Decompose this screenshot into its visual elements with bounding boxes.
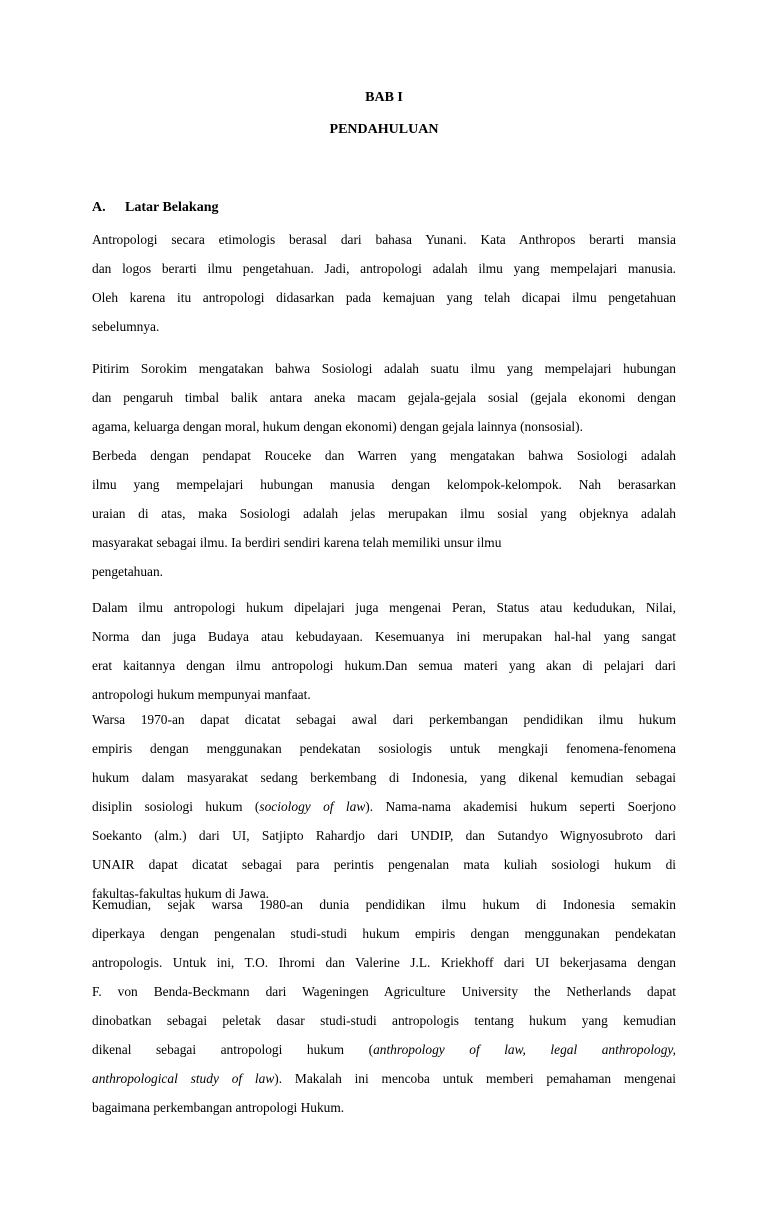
paragraph-line: Soekanto (alm.) dari UI, Satjipto Rahardjo dari UNDIP, dan Sutandyo Wignyosubroto dari [92, 828, 676, 843]
text-run: ). Makalah ini mencoba untuk memberi pemahaman mengenai [274, 1071, 676, 1086]
paragraph-line: hukum dalam masyarakat sedang berkembang di Indonesia, yang dikenal kemudian sebagai [92, 770, 676, 785]
paragraph-line: dan logos berarti ilmu pengetahuan. Jadi, antropologi adalah ilmu yang mempelajari manusia. [92, 261, 676, 276]
italic-term: sociology of law [259, 799, 366, 814]
paragraph-line: Antropologi secara etimologis berasal dari bahasa Yunani. Kata Anthropos berarti mansia [92, 232, 676, 247]
paragraph-line: fakultas-fakultas hukum di Jawa. [92, 886, 270, 901]
paragraph-line: ilmu yang mempelajari hubungan manusia dengan kelompok-kelompok. Nah berasarkan [92, 477, 676, 492]
text-run: ). Nama-nama akademisi hukum seperti Soerjono [365, 799, 676, 814]
paragraph-3 [92, 593, 676, 709]
italic-term: anthropological study of law [92, 1071, 275, 1086]
paragraph-line: agama, keluarga dengan moral, hukum dengan ekonomi) dengan gejala lainnya (nonsosial). [92, 419, 583, 434]
paragraph-line: masyarakat sebagai ilmu. Ia berdiri sendiri karena telah memiliki unsur ilmu [92, 535, 502, 550]
paragraph-line: sebelumnya. [92, 319, 160, 334]
chapter-label: BAB I [365, 90, 403, 105]
paragraph-line [92, 1035, 676, 1064]
section-title: Latar Belakang [125, 200, 219, 215]
text-run: dikenal sebagai antropologi hukum ( [92, 1042, 374, 1057]
paragraph-line: antropologis. Untuk ini, T.O. Ihromi dan Valerine J.L. Kriekhoff dari UI bekerjasama dengan [92, 955, 676, 970]
text-run: disiplin sosiologi hukum ( [92, 799, 260, 814]
paragraph-line: pengetahuan. [92, 564, 164, 579]
paragraph-line: Berbeda dengan pendapat Rouceke dan Warren yang mengatakan bahwa Sosiologi adalah [92, 448, 676, 463]
paragraph-1 [92, 225, 676, 341]
paragraph-line: Dalam ilmu antropologi hukum dipelajari juga mengenai Peran, Status atau kedudukan, Nilai, [92, 600, 676, 615]
paragraph-line: dinobatkan sebagai peletak dasar studi-studi antropologis tentang hukum yang kemudian [92, 1013, 676, 1028]
section-number: A. [92, 200, 106, 215]
paragraph-line: antropologi hukum mempunyai manfaat. [92, 687, 311, 702]
paragraph-line: UNAIR dapat dicatat sebagai para perintis pengenalan mata kuliah sosiologi hukum di [92, 857, 676, 872]
paragraph-line: diperkaya dengan pengenalan studi-studi hukum empiris dengan menggunakan pendekatan [92, 926, 676, 941]
paragraph-4 [92, 705, 676, 908]
chapter-title: PENDAHULUAN [329, 122, 439, 137]
italic-term: anthropology of law, legal anthropology, [373, 1042, 676, 1057]
paragraph-5 [92, 890, 676, 1122]
paragraph-2 [92, 354, 676, 586]
paragraph-line: Warsa 1970-an dapat dicatat sebagai awal dari perkembangan pendidikan ilmu hukum [92, 712, 676, 727]
section-heading [92, 199, 218, 217]
paragraph-line: Oleh karena itu antropologi didasarkan pada kemajuan yang telah dicapai ilmu pengetahuan [92, 290, 676, 305]
paragraph-line: dan pengaruh timbal balik antara aneka macam gejala-gejala sosial (gejala ekonomi dengan [92, 390, 676, 405]
paragraph-line: F. von Benda-Beckmann dari Wageningen Agriculture University the Netherlands dapat [92, 984, 676, 999]
paragraph-line [92, 792, 676, 821]
paragraph-line: Pitirim Sorokim mengatakan bahwa Sosiologi adalah suatu ilmu yang mempelajari hubungan [92, 361, 676, 376]
paragraph-line: empiris dengan menggunakan pendekatan sosiologis untuk mengkaji fenomena-fenomena [92, 741, 676, 756]
paragraph-line: bagaimana perkembangan antropologi Hukum. [92, 1100, 345, 1115]
paragraph-line [92, 1064, 676, 1093]
paragraph-line: Kemudian, sejak warsa 1980-an dunia pendidikan ilmu hukum di Indonesia semakin [92, 897, 676, 912]
paragraph-line: Norma dan juga Budaya atau kebudayaan. Kesemuanya ini merupakan hal-hal yang sangat [92, 629, 676, 644]
paragraph-line: uraian di atas, maka Sosiologi adalah jelas merupakan ilmu sosial yang objeknya adalah [92, 506, 676, 521]
paragraph-line: erat kaitannya dengan ilmu antropologi hukum.Dan semua materi yang akan di pelajari dari [92, 658, 676, 673]
